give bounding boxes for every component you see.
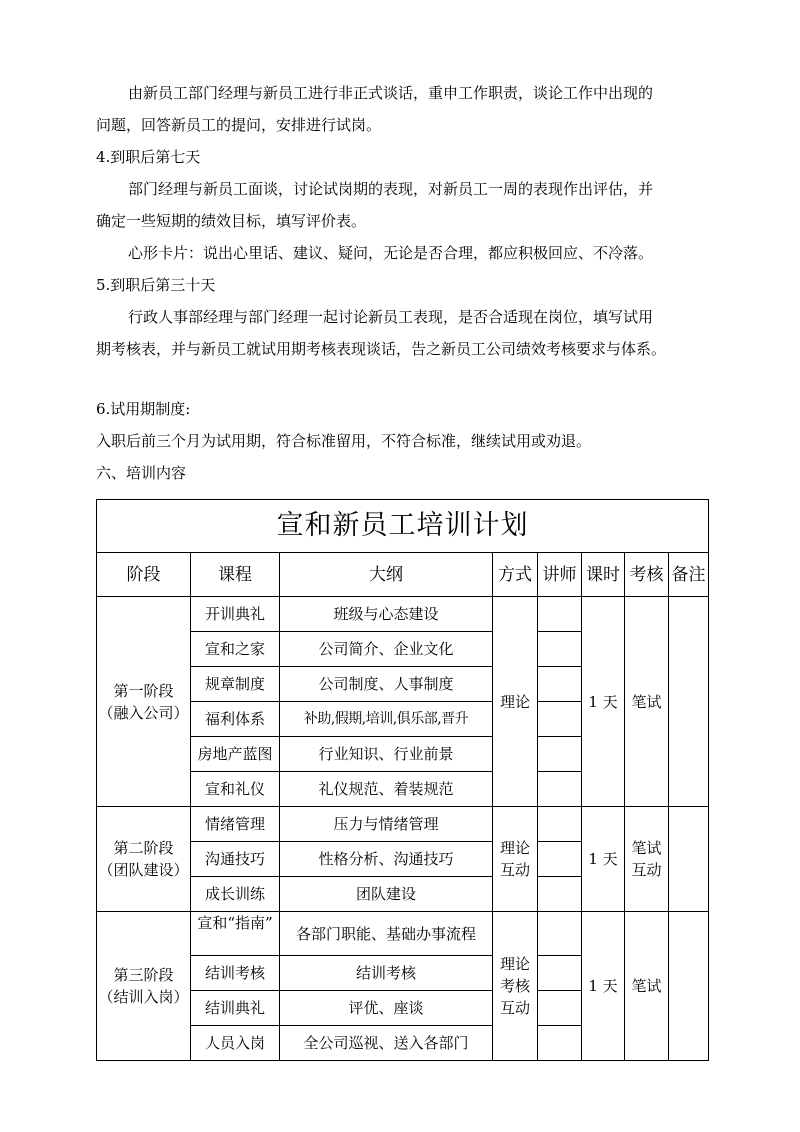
exam-line: 笔试 — [631, 839, 662, 857]
paragraph-line: 由新员工部门经理与新员工进行非正式谈话，重申工作职责，谈论工作中出现的 — [128, 84, 654, 102]
course-cell: 成长训练 — [191, 877, 280, 912]
method-line: 理论 — [499, 955, 530, 973]
outline-cell: 礼仪规范、着装规范 — [280, 772, 493, 807]
header-cell: 讲师 — [538, 553, 582, 597]
outline-cell: 班级与心态建设 — [280, 597, 493, 632]
paragraph-line: 入职后前三个月为试用期，符合标准留用，不符合标准，继续试用或劝退。 — [96, 432, 592, 450]
course-cell: 人员入岗 — [191, 1026, 280, 1061]
lecturer-cell — [538, 991, 582, 1026]
stage-name: 第三阶段 — [113, 966, 174, 984]
paragraph-line: 确定一些短期的绩效目标，填写评价表。 — [96, 212, 367, 230]
course-cell: 沟通技巧 — [191, 842, 280, 877]
hours-cell: 1 天 — [582, 807, 625, 912]
stage-cell — [97, 597, 191, 807]
stage-subtitle: （团队建设） — [98, 861, 189, 879]
lecturer-cell — [538, 842, 582, 877]
table-title: 宣和新员工培训计划 — [97, 500, 709, 553]
stage-subtitle: （融入公司） — [98, 703, 189, 722]
lecturer-cell — [538, 667, 582, 702]
outline-cell: 补助,假期,培训,俱乐部,晋升 — [280, 702, 493, 737]
outline-cell: 各部门职能、基础办事流程 — [280, 912, 493, 956]
exam-cell: 笔试 — [625, 912, 669, 1061]
section-heading-training: 六、培训内容 — [96, 464, 187, 482]
course-cell: 结训典礼 — [191, 991, 280, 1026]
exam-cell — [625, 807, 669, 912]
method-cell: 理论 — [493, 597, 538, 807]
method-line: 考核 — [499, 977, 530, 995]
outline-cell: 结训考核 — [280, 956, 493, 991]
method-cell — [493, 912, 538, 1061]
lecturer-cell — [538, 956, 582, 991]
lecturer-cell — [538, 1026, 582, 1061]
paragraph-line: 部门经理与新员工面谈，讨论试岗期的表现，对新员工一周的表现作出评估，并 — [128, 180, 654, 198]
lecturer-cell — [538, 772, 582, 807]
remark-cell — [669, 597, 709, 807]
table-row — [97, 597, 709, 632]
remark-cell — [669, 912, 709, 1061]
table-row — [97, 912, 709, 956]
paragraph-line: 期考核表，并与新员工就试用期考核表现谈话，告之新员工公司绩效考核要求与体系。 — [96, 340, 667, 358]
stage-name: 第一阶段 — [113, 681, 174, 700]
lecturer-cell — [538, 912, 582, 956]
method-cell — [493, 807, 538, 912]
outline-cell: 公司简介、企业文化 — [280, 632, 493, 667]
course-cell: 宣和礼仪 — [191, 772, 280, 807]
lecturer-cell — [538, 877, 582, 912]
course-cell: 开训典礼 — [191, 597, 280, 632]
outline-cell: 压力与情绪管理 — [280, 807, 493, 842]
paragraph-line: 心形卡片：说出心里话、建议、疑问，无论是否合理，都应积极回应、不冷落。 — [128, 244, 654, 262]
course-cell: 福利体系 — [191, 702, 280, 737]
header-cell: 方式 — [493, 553, 538, 597]
lecturer-cell — [538, 597, 582, 632]
section-heading-day7: 4.到职后第七天 — [96, 148, 201, 166]
outline-cell: 全公司巡视、送入各部门 — [280, 1026, 493, 1061]
course-cell: 规章制度 — [191, 667, 280, 702]
course-cell: 房地产蓝图 — [191, 737, 280, 772]
lecturer-cell — [538, 737, 582, 772]
course-cell: 宣和“指南” — [191, 912, 280, 956]
header-cell: 课程 — [191, 553, 280, 597]
section-heading-probation: 6.试用期制度: — [96, 400, 191, 418]
method-line: 互动 — [499, 999, 530, 1017]
header-cell: 阶段 — [97, 553, 191, 597]
outline-cell: 评优、座谈 — [280, 991, 493, 1026]
table-header-row — [97, 553, 709, 597]
section-heading-day30: 5.到职后第三十天 — [96, 276, 216, 294]
method-line: 互动 — [499, 861, 530, 879]
hours-cell: 1 天 — [582, 597, 625, 807]
course-cell: 结训考核 — [191, 956, 280, 991]
stage-subtitle: （结训入岗） — [98, 988, 189, 1006]
outline-cell: 行业知识、行业前景 — [280, 737, 493, 772]
hours-cell: 1 天 — [582, 912, 625, 1061]
header-cell: 大纲 — [280, 553, 493, 597]
outline-cell: 团队建设 — [280, 877, 493, 912]
stage-cell — [97, 807, 191, 912]
outline-cell: 性格分析、沟通技巧 — [280, 842, 493, 877]
method-line: 理论 — [499, 839, 530, 857]
stage-cell — [97, 912, 191, 1061]
course-cell: 情绪管理 — [191, 807, 280, 842]
lecturer-cell — [538, 702, 582, 737]
lecturer-cell — [538, 632, 582, 667]
training-plan-table — [96, 499, 709, 1061]
exam-cell: 笔试 — [625, 597, 669, 807]
header-cell: 考核 — [625, 553, 669, 597]
remark-cell — [669, 807, 709, 912]
header-cell: 备注 — [669, 553, 709, 597]
stage-name: 第二阶段 — [113, 839, 174, 857]
paragraph-line: 问题，回答新员工的提问，安排进行试岗。 — [96, 116, 382, 134]
table-row — [97, 807, 709, 842]
outline-cell: 公司制度、人事制度 — [280, 667, 493, 702]
exam-line: 互动 — [631, 861, 662, 879]
lecturer-cell — [538, 807, 582, 842]
header-cell: 课时 — [582, 553, 625, 597]
paragraph-line: 行政人事部经理与部门经理一起讨论新员工表现，是否合适现在岗位，填写试用 — [128, 308, 654, 326]
course-cell: 宣和之家 — [191, 632, 280, 667]
